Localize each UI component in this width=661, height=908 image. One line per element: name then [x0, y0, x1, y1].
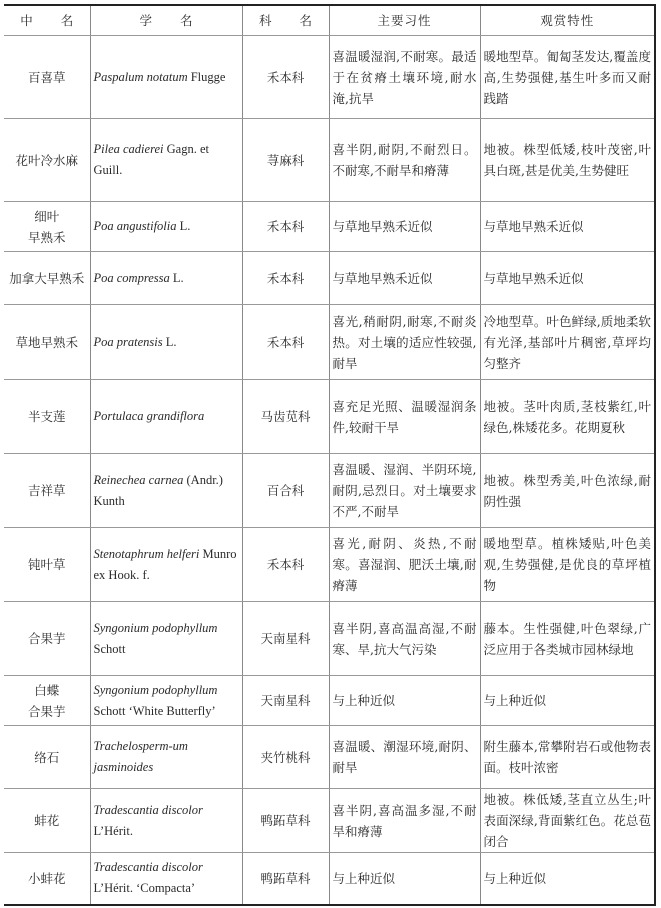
scientific-name-cell: Syngonium podophyllum Schott	[90, 602, 242, 676]
habit-cell: 喜温暖湿润,不耐寒。最适于在贫瘠土壤环境,耐水淹,抗旱	[329, 36, 480, 119]
family-cell: 禾本科	[242, 528, 329, 602]
table-row	[4, 380, 655, 454]
header-scientific-name: 学 名	[90, 5, 242, 36]
header-chinese-name: 中 名	[4, 5, 90, 36]
chinese-name-cell: 小蚌花	[4, 853, 90, 905]
habit-cell: 与上种近似	[329, 853, 480, 905]
ornamental-cell: 藤本。生性强健,叶色翠绿,广泛应用于各类城市园林绿地	[480, 602, 655, 676]
plant-table	[4, 4, 656, 906]
ornamental-cell: 暖地型草。植株矮贴,叶色美观,生势强健,是优良的草坪植物	[480, 528, 655, 602]
chinese-name-cell: 百喜草	[4, 36, 90, 119]
scientific-name-cell: Tradescantia discolor L’Hérit. ‘Compacta’	[90, 853, 242, 905]
header-family: 科 名	[242, 5, 329, 36]
scientific-name-cell: Tradescantia discolor L’Hérit.	[90, 789, 242, 853]
ornamental-cell: 与草地早熟禾近似	[480, 202, 655, 252]
chinese-name-cell: 花叶冷水麻	[4, 119, 90, 202]
habit-cell: 与上种近似	[329, 676, 480, 726]
scientific-name-cell: Poa pratensis L.	[90, 305, 242, 380]
ornamental-cell: 地被。茎叶肉质,茎枝紫红,叶绿色,株矮花多。花期夏秋	[480, 380, 655, 454]
family-cell: 禾本科	[242, 202, 329, 252]
header-row	[4, 5, 655, 36]
table-row	[4, 202, 655, 252]
family-cell: 马齿苋科	[242, 380, 329, 454]
table-row	[4, 853, 655, 905]
family-cell: 鸭跖草科	[242, 789, 329, 853]
table-row	[4, 36, 655, 119]
header-ornamental: 观赏特性	[480, 5, 655, 36]
table-row	[4, 602, 655, 676]
habit-cell: 喜充足光照、温暖湿润条件,较耐干旱	[329, 380, 480, 454]
ornamental-cell: 冷地型草。叶色鲜绿,质地柔软有光泽,基部叶片稠密,草坪均匀整齐	[480, 305, 655, 380]
habit-cell: 喜光,稍耐阴,耐寒,不耐炎热。对土壤的适应性较强,耐旱	[329, 305, 480, 380]
ornamental-cell: 与草地早熟禾近似	[480, 252, 655, 305]
family-cell: 禾本科	[242, 305, 329, 380]
habit-cell: 与草地早熟禾近似	[329, 252, 480, 305]
chinese-name-cell: 细叶 早熟禾	[4, 202, 90, 252]
scientific-name-cell: Stenotaphrum helferi Munro ex Hook. f.	[90, 528, 242, 602]
chinese-name-cell: 合果芋	[4, 602, 90, 676]
table-row	[4, 119, 655, 202]
chinese-name-cell: 半支莲	[4, 380, 90, 454]
ornamental-cell: 与上种近似	[480, 676, 655, 726]
table-row	[4, 676, 655, 726]
scientific-name-cell: Poa angustifolia L.	[90, 202, 242, 252]
family-cell: 荨麻科	[242, 119, 329, 202]
chinese-name-cell: 蚌花	[4, 789, 90, 853]
family-cell: 天南星科	[242, 676, 329, 726]
habit-cell: 喜半阴,喜高温多湿,不耐旱和瘠薄	[329, 789, 480, 853]
scientific-name-cell: Portulaca grandiflora	[90, 380, 242, 454]
table-row	[4, 528, 655, 602]
table-row	[4, 454, 655, 528]
habit-cell: 喜温暖、潮湿环境,耐阴、耐旱	[329, 726, 480, 789]
ornamental-cell: 地被。株型秀美,叶色浓绿,耐阴性强	[480, 454, 655, 528]
chinese-name-cell: 吉祥草	[4, 454, 90, 528]
ornamental-cell: 与上种近似	[480, 853, 655, 905]
chinese-name-cell: 加拿大早熟禾	[4, 252, 90, 305]
chinese-name-cell: 络石	[4, 726, 90, 789]
scientific-name-cell: Trachelosperm-um jasminoides	[90, 726, 242, 789]
chinese-name-cell: 草地早熟禾	[4, 305, 90, 380]
family-cell: 夹竹桃科	[242, 726, 329, 789]
scientific-name-cell: Syngonium podophyllum Schott ‘White Butterfly’	[90, 676, 242, 726]
ornamental-cell: 地被。株型低矮,枝叶茂密,叶具白斑,甚是优美,生势健旺	[480, 119, 655, 202]
habit-cell: 喜光,耐阴、炎热,不耐寒。喜湿润、肥沃土壤,耐瘠薄	[329, 528, 480, 602]
habit-cell: 喜半阴,喜高温高湿,不耐寒、旱,抗大气污染	[329, 602, 480, 676]
family-cell: 鸭跖草科	[242, 853, 329, 905]
family-cell: 天南星科	[242, 602, 329, 676]
table-row	[4, 789, 655, 853]
chinese-name-cell: 白蝶 合果芋	[4, 676, 90, 726]
habit-cell: 喜温暖、湿润、半阴环境,耐阴,忌烈日。对土壤要求不严,不耐旱	[329, 454, 480, 528]
scientific-name-cell: Reinechea carnea (Andr.) Kunth	[90, 454, 242, 528]
ornamental-cell: 暖地型草。匍匐茎发达,覆盖度高,生势强健,基生叶多而又耐践踏	[480, 36, 655, 119]
scientific-name-cell: Poa compressa L.	[90, 252, 242, 305]
habit-cell: 喜半阴,耐阴,不耐烈日。不耐寒,不耐旱和瘠薄	[329, 119, 480, 202]
table-row	[4, 726, 655, 789]
family-cell: 百合科	[242, 454, 329, 528]
chinese-name-cell: 钝叶草	[4, 528, 90, 602]
table-row	[4, 252, 655, 305]
header-habit: 主要习性	[329, 5, 480, 36]
family-cell: 禾本科	[242, 252, 329, 305]
habit-cell: 与草地早熟禾近似	[329, 202, 480, 252]
table-row	[4, 305, 655, 380]
scientific-name-cell: Pilea cadierei Gagn. et Guill.	[90, 119, 242, 202]
ornamental-cell: 附生藤本,常攀附岩石或他物表面。枝叶浓密	[480, 726, 655, 789]
family-cell: 禾本科	[242, 36, 329, 119]
scientific-name-cell: Paspalum notatum Flugge	[90, 36, 242, 119]
ornamental-cell: 地被。株低矮,茎直立丛生;叶表面深绿,背面紫红色。花总苞闭合	[480, 789, 655, 853]
